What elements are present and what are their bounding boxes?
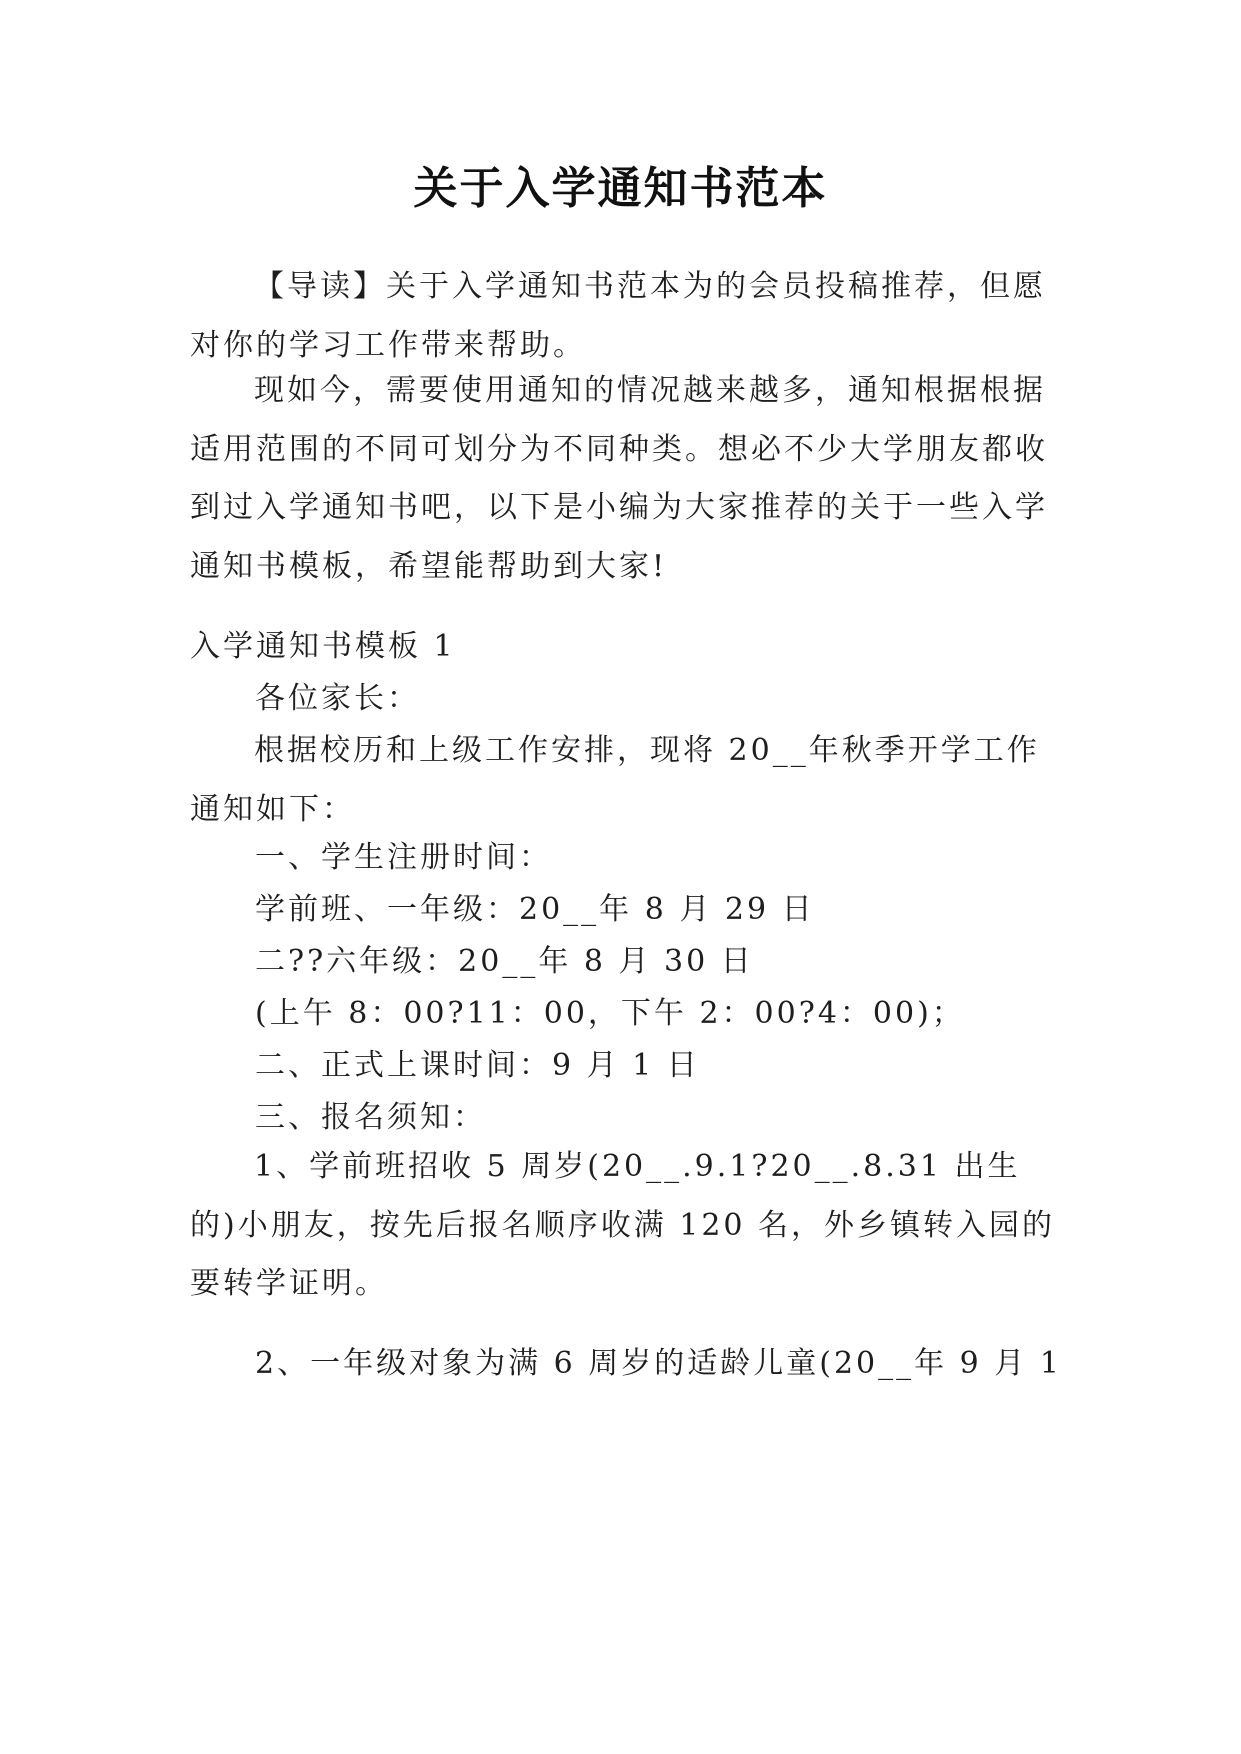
template-heading: 入学通知书模板 1 [190,629,456,664]
body-paragraph-1: 现如今，需要使用通知的情况越来越多，通知根据根据适用范围的不同可划分为不同种类。想必不少大学朋友都收到过入学通知书吧，以下是小编为大家推荐的关于一些入学通知书模板，希望能帮助到大家! [190,373,1048,584]
enrollment-notice-heading: 三、报名须知： [255,1100,486,1135]
registration-hours: (上午 8：00?11：00，下午 2：00?4：00)； [255,996,965,1031]
document-title: 关于入学通知书范本 [413,163,828,214]
enrollment-notice-item-2: 2、一年级对象为满 6 周岁的适龄儿童(20__年 9 月 1 [255,1346,1062,1381]
enrollment-notice-item-1: 1、学前班招收 5 周岁(20__.9.1?20__.8.31 出生的)小朋友，按先后报名顺序收满 120 名，外乡镇转入园的要转学证明。 [190,1149,1056,1301]
intro-paragraph: 【导读】关于入学通知书范本为的会员投稿推荐，但愿对你的学习工作带来帮助。 [190,269,1046,363]
registration-line-2: 二??六年级：20__年 8 月 30 日 [255,944,754,979]
greeting: 各位家长： [255,681,420,716]
body-paragraph-2: 根据校历和上级工作安排，现将 20__年秋季开学工作通知如下： [190,733,1040,827]
registration-heading: 一、学生注册时间： [255,840,552,875]
class-start-time: 二、正式上课时间：9 月 1 日 [255,1048,700,1083]
registration-line-1: 学前班、一年级：20__年 8 月 29 日 [255,892,815,927]
